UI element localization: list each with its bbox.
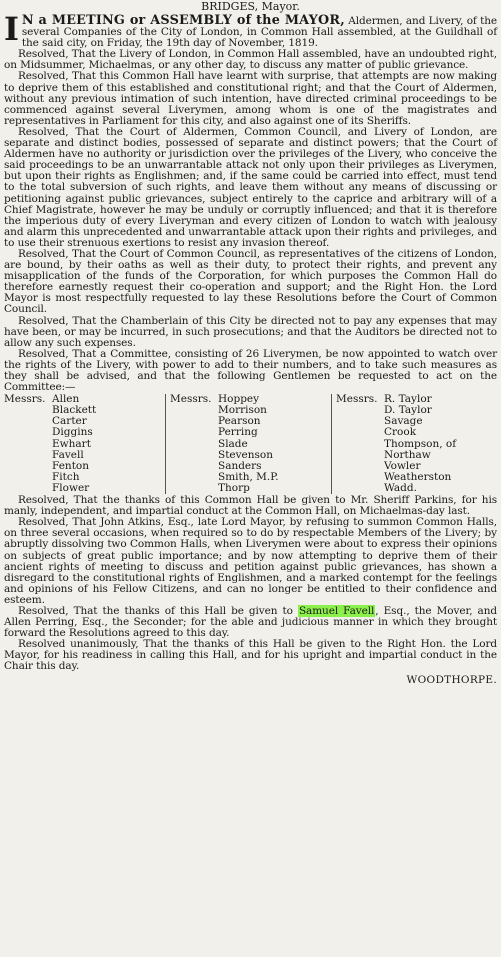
committee-member: Diggins [52,426,93,439]
committee-member: Thorp [218,481,250,494]
committee-member: Wadd. [384,481,417,494]
resolution-8: Resolved, That John Atkins, Esq., late Lord Mayor, by refusing to summon Common Halls, on three several occasions, when required so to do by respectable Members of the Livery; by abruptly dissolving two Common Halls, when Liverymen were about to express their opinions on subjects of great public importance; and by now attempting to deprive them of their ancient rights of meeting to discuss and petition against public grievances, has shown a disregard to the constitutional rights of Englishmen, and a marked contempt for the feelings and opinions of his Fellow Citizens, and can no longer be entitled to their confidence and esteem. [4,516,497,606]
resolution-7: Resolved, That the thanks of this Common Hall be given to Mr. Sheriff Parkins, for his manly, independent, and impartial conduct at the Common Hall, on Michaelmas-day last. [4,494,497,518]
committee-member: Smith, M.P. [218,470,279,483]
highlighted-name: Samuel Favell [298,604,375,617]
committee-prefix: Messrs. [4,393,46,406]
committee-member: Ewhart [52,437,91,450]
committee-member: Stevenson [218,448,274,461]
resolution-3: Resolved, That the Court of Aldermen, Common Council, and Livery of London, are separate and distinct bodies, possessed of separate and distinct powers; that the Court of Aldermen have no authority or jurisdiction over the privileges of the Livery, who conceive the said proceedings to be an unwarrantable attack not only upon their privileges as Liverymen, but upon their rights as Englishmen; and, if the same could be carried into effect, must tend to the total subversion of such rights, and leave them without any means of discussing or petitioning against public grievances, subject entirely to the caprice and arbitrary will of a Chief Magistrate, however he may be unduly or corruptly influenced; and that it is therefore the imperious duty of every Liveryman and every citizen of London to watch with jealousy and alarm this unprecedented and unwarrantable attack upon their rights and privileges, and to use their strenuous exertions to resist any invasion thereof. [4,125,497,249]
committee-list [4,394,497,494]
article-column [4,10,497,686]
drop-cap: I [4,10,19,48]
resolution-2: Resolved, That this Common Hall have learnt with surprise, that attempts are now making to deprive them of this established and constitutional right; and that the Court of Aldermen, without any previous intimation of such intention, have directed criminal proceedings to be commenced against several Liverymen, among whom is one of the magistrates and representatives in Parliament for this city, and also against one of its Sheriffs. [4,70,497,127]
committee-member: Flower [52,481,90,494]
committee-member: Morrison [218,404,267,417]
intro-text: Aldermen, and Livery, of the several Companies of the City of London, in Common Hall assembled, at the Guildhall of the said city, on Friday, the 19th day of November, 1819. [21,15,497,50]
committee-member: Sanders [218,459,262,472]
committee-group-3 [331,394,497,494]
committee-member: Savage [384,415,423,428]
committee-member: R. Taylor [384,393,432,406]
committee-prefix: Messrs. [170,393,212,406]
committee-member: Allen [52,393,80,406]
committee-group-1 [4,394,165,494]
committee-group-2 [165,394,331,494]
resolution-thanks [4,606,497,639]
resolution-4: Resolved, That the Court of Common Council, as representatives of the citizens of London, are bound, by their oaths as well as their duty, to protect their rights, and prevent any misapplication of the funds of the Corporation, for which purposes the Common Hall do therefore earnestly request their co-operation and support; and the Right Hon. the Lord Mayor is most respectfully requested to lay these Resolutions before the Court of Common Council. [4,247,497,316]
meeting-title: N a MEETING or ASSEMBLY of the MAYOR, [21,13,345,28]
header-mayor: BRIDGES, Mayor. [201,0,300,13]
committee-member: Favell [52,448,84,461]
thanks-text-before: Resolved, That the thanks of this Hall be given to [18,604,298,617]
committee-prefix: Messrs. [336,393,378,406]
committee-member: Slade [218,437,248,450]
committee-member: Weatherston [384,470,452,483]
committee-member: Perring [218,426,258,439]
resolution-5: Resolved, That the Chamberlain of this City be directed not to pay any expenses that may have been, or may be incurred, in such prosecutions; and that the Auditors be directed not to allow any such expenses. [4,314,497,349]
committee-member: Pearson [218,415,261,428]
committee-member: Fitch [52,470,80,483]
committee-member: D. Taylor [384,404,432,417]
committee-member: Carter [52,415,87,428]
thanks-text-after: , Esq., the Mover, and Allen Perring, Esq., the Seconder; for the able and judicious manner in which they brought forward the Resolutions agreed to this day. [4,604,497,640]
committee-member: Hoppey [218,393,260,406]
signature: WOODTHORPE. [406,673,497,686]
committee-member: Northaw [384,448,431,461]
committee-member: Crook [384,426,417,439]
committee-member: Thompson, of [384,437,457,450]
committee-member: Vowler [384,459,421,472]
committee-member: Blackett [52,404,97,417]
committee-member: Fenton [52,459,89,472]
resolution-1: Resolved, That the Livery of London, in Common Hall assembled, have an undoubted right, on Midsummer, Michaelmas, or any other day, to discuss any matter of public grievance. [4,48,497,72]
intro-paragraph [4,10,497,50]
resolution-6: Resolved, That a Committee, consisting of 26 Liverymen, be now appointed to watch over the rights of the Livery, with power to add to their numbers, and to take such measures as they shall be advised, and that the following Gentlemen be requested to act on the Committee:— [4,347,497,394]
resolution-final: Resolved unanimously, That the thanks of this Hall be given to the Right Hon. the Lord Mayor, for his readiness in calling this Hall, and for his upright and impartial conduct in the Chair this day. [4,638,497,673]
